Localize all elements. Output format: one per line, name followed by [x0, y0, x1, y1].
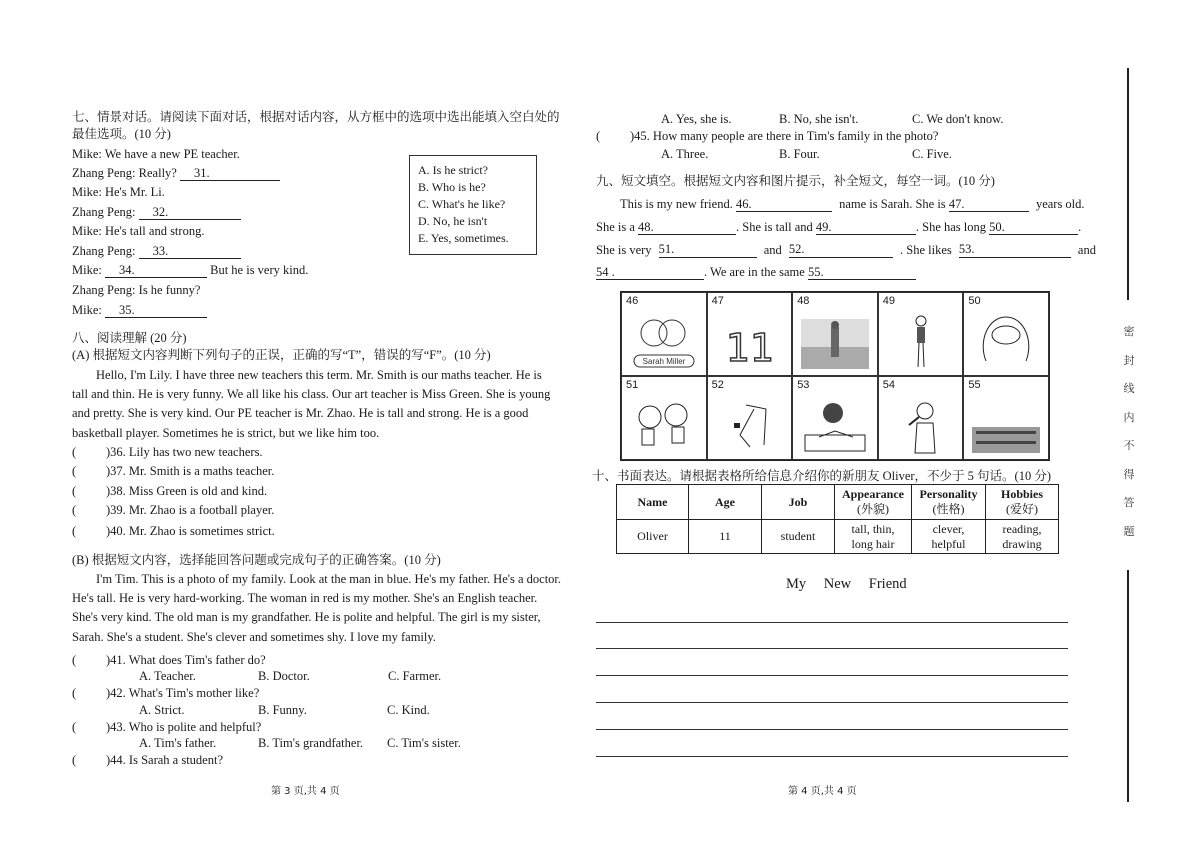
dialogue-line: Mike: He's Mr. Li. [72, 185, 165, 199]
paren-close: ) [106, 653, 111, 667]
choice-c: C. We don't know. [912, 112, 1004, 126]
cloze-line [596, 242, 1096, 258]
header-name: Name [617, 485, 689, 520]
dialogue-text: But he is very kind. [210, 263, 309, 277]
dialogue-line: Zhang Peng: Is he funny? [72, 283, 201, 297]
question-text: 42. What's Tim's mother like? [110, 686, 260, 700]
blank-47[interactable]: 47. [949, 197, 1029, 212]
question-38 [72, 483, 267, 499]
binding-char: 内 [1123, 410, 1135, 424]
picture-51 [621, 376, 707, 460]
number-eleven-illustration [716, 311, 784, 371]
binding-line-top [1127, 68, 1129, 300]
dialogue-line [72, 204, 241, 220]
helping-illustration [716, 395, 784, 455]
blank-55[interactable]: 55. [808, 265, 916, 280]
binding-char: 答 [1123, 496, 1135, 509]
answer-paren[interactable]: ( [72, 686, 77, 700]
cell-line: tall, thin, [851, 521, 895, 536]
header-label-cn: (爱好) [1006, 502, 1038, 516]
blank-32[interactable]: 32. [139, 205, 241, 220]
part-b-title: (B) 根据短文内容，选择能回答问题或完成句子的正确答案。(10 分) [72, 553, 441, 567]
passage-line: She's very kind. The old man is my grandfather. He is polite and helpful. The girl is my sister, [72, 610, 541, 624]
binding-char: 题 [1123, 524, 1135, 538]
blank-54[interactable]: 54 . [596, 265, 704, 280]
blank-48[interactable]: 48. [638, 220, 736, 235]
binding-char: 封 [1123, 353, 1135, 367]
question-43 [72, 719, 261, 735]
cell-line: reading, [1002, 521, 1042, 536]
section9-title: 九、短文填空。根据短文内容和图片提示，补全短文，每空一词。(10 分) [596, 174, 995, 188]
choice-c: C. Farmer. [388, 669, 442, 683]
option: C. What's he like? [418, 197, 506, 211]
writing-line[interactable] [596, 702, 1068, 703]
choice-c: C. Kind. [387, 703, 430, 717]
dialogue-line: Mike: He's tall and strong. [72, 224, 205, 238]
cell-job: student [762, 520, 835, 554]
header-personality [912, 485, 986, 520]
choice-a: A. Tim's father. [139, 736, 217, 750]
cell-hobbies [986, 520, 1059, 554]
cloze-text: . She is tall and [736, 220, 813, 234]
option: A. Is he strict? [418, 163, 488, 177]
dialogue-line: Mike: We have a new PE teacher. [72, 147, 240, 161]
passage-line: basketball player. Sometimes he is strict, but we like him too. [72, 426, 380, 440]
picture-50 [963, 292, 1049, 376]
cloze-text: . She has long [915, 220, 987, 234]
choice-a: A. Strict. [139, 703, 185, 717]
writing-line[interactable] [596, 756, 1068, 757]
blank-49[interactable]: 49. [816, 220, 916, 235]
binding-char: 线 [1123, 382, 1135, 395]
picture-number: 54 [882, 379, 896, 391]
cloze-text: . She likes [900, 243, 952, 257]
question-40 [72, 523, 275, 539]
blank-31[interactable]: 31. [180, 166, 280, 181]
paren-close: ) [106, 484, 111, 498]
dialogue-line [72, 302, 207, 318]
oliver-info-table [616, 484, 1059, 554]
option: B. Who is he? [418, 180, 486, 194]
page-number-left: 第 3 页,共 4 页 [271, 786, 340, 797]
question-44 [72, 752, 223, 768]
paren-close: ) [106, 524, 111, 538]
cloze-text: This is my new friend. [620, 197, 733, 211]
answer-paren[interactable]: ( [72, 753, 77, 767]
picture-grid [620, 291, 1050, 461]
name-card-caption: Sarah Miller [642, 357, 686, 366]
passage-line: tall and thin. He is very funny. We all like his class. Our art teacher is Miss Green. She is young [72, 387, 551, 401]
picture-number: 46 [626, 295, 639, 307]
question-45 [596, 128, 938, 144]
cell-line: helpful [931, 536, 966, 551]
essay-title: My New Friend [786, 576, 907, 592]
two-kids-illustration [630, 395, 698, 455]
answer-paren[interactable]: ( [596, 129, 601, 143]
picture-number: 53 [797, 379, 810, 391]
binding-char: 不 [1123, 439, 1135, 452]
picture-49 [878, 292, 964, 376]
question-text: 43. Who is polite and helpful? [110, 720, 262, 734]
choice-b: B. No, she isn't. [779, 112, 859, 126]
answer-paren[interactable]: ( [72, 720, 77, 734]
blank-35[interactable]: 35. [105, 303, 207, 318]
blank-46[interactable]: 46. [736, 197, 832, 212]
question-36 [72, 444, 263, 460]
picture-47 [707, 292, 793, 376]
header-hobbies [986, 485, 1059, 520]
picture-number: 48 [797, 295, 810, 307]
blank-50[interactable]: 50. [989, 220, 1078, 235]
picture-52 [707, 376, 793, 460]
question-42 [72, 685, 259, 701]
picture-54 [878, 376, 964, 460]
question-41 [72, 652, 266, 668]
part-a-title: (A) 根据短文内容判断下列句子的正误，正确的写“T”，错误的写“F”。(10 分) [72, 348, 491, 362]
cell-line: long hair [851, 536, 895, 551]
header-appearance [835, 485, 912, 520]
cloze-line [596, 196, 1085, 212]
passage-line: Hello, I'm Lily. I have three new teachers this term. Mr. Smith is our maths teacher. He is [96, 368, 542, 382]
choice-c: C. Five. [912, 147, 952, 161]
answer-paren[interactable]: ( [72, 484, 77, 498]
paren-close: ) [106, 720, 111, 734]
blank-51[interactable]: 51. [659, 242, 757, 258]
table-header-row [617, 485, 1059, 520]
picture-number: 50 [968, 295, 981, 307]
section10-title: 十、书面表达。请根据表格所给信息介绍你的新朋友 Oliver，不少于 5 句话。(10 分) [592, 469, 1052, 483]
picture-number: 51 [626, 379, 639, 391]
header-label: Appearance [842, 487, 904, 501]
table-row [617, 520, 1059, 554]
dialogue-text: Zhang Peng: Really? [72, 166, 177, 180]
cloze-text: She is very [596, 243, 652, 257]
dialogue-speaker: Mike: [72, 303, 102, 317]
picture-number: 47 [711, 295, 724, 307]
long-hair-illustration [972, 311, 1040, 371]
blank-52[interactable]: 52. [789, 242, 893, 258]
singing-girl-illustration [887, 395, 955, 455]
question-text: 41. What does Tim's father do? [110, 653, 266, 667]
answer-paren[interactable]: ( [72, 445, 77, 459]
choice-b: B. Four. [779, 147, 820, 161]
binding-line-bottom [1127, 570, 1129, 802]
passage-line: He's tall. He is very hard-working. The woman in red is my mother. She's an English teacher. [72, 591, 538, 605]
student-walking-illustration [801, 311, 869, 371]
section7-title: 七、情景对话。请阅读下面对话，根据对话内容，从方框中的选项中选出能填入空白处的 [72, 110, 560, 124]
picture-53 [792, 376, 878, 460]
picture-number: 55 [968, 379, 981, 391]
binding-notice [1119, 318, 1139, 546]
header-job: Job [762, 485, 835, 520]
passage-line: I'm Tim. This is a photo of my family. Look at the man in blue. He's my father. He's a doctor. [96, 572, 562, 586]
section8-title: 八、阅读理解 (20 分) [72, 331, 187, 345]
option: D. No, he isn't [418, 214, 488, 228]
question-text: 39. Mr. Zhao is a football player. [110, 503, 275, 517]
passage-line: and pretty. She is very kind. Our PE teacher is Mr. Zhao. He is tall and strong. He is a good [72, 406, 529, 420]
header-label: Personality [919, 487, 978, 501]
picture-48 [792, 292, 878, 376]
tall-girl-illustration [887, 311, 955, 371]
paren-close: ) [106, 686, 111, 700]
classroom-illustration [972, 395, 1040, 455]
cloze-line [596, 264, 916, 280]
name-card-illustration [630, 311, 698, 371]
reading-girl-illustration [801, 395, 869, 455]
picture-number: 49 [882, 295, 896, 307]
choice-a: A. Teacher. [139, 669, 196, 683]
blank-53[interactable]: 53. [959, 242, 1071, 258]
choice-b: B. Tim's grandfather. [258, 736, 364, 750]
cell-line: drawing [1002, 536, 1042, 551]
choice-c: C. Tim's sister. [387, 736, 461, 750]
question-37 [72, 463, 274, 479]
writing-line[interactable] [596, 622, 1068, 623]
paren-close: ) [106, 503, 111, 517]
dialogue-speaker: Zhang Peng: [72, 244, 136, 258]
writing-line[interactable] [596, 729, 1068, 730]
cloze-text: . We are in the same [704, 265, 805, 279]
question-39 [72, 502, 274, 518]
question-text: 36. Lily has two new teachers. [110, 445, 263, 459]
question-text: 37. Mr. Smith is a maths teacher. [110, 464, 275, 478]
binding-char: 得 [1123, 467, 1135, 481]
dialogue-line [72, 262, 308, 278]
cloze-text: . [1078, 220, 1082, 234]
paren-close: ) [106, 445, 111, 459]
passage-line: Sarah. She's a student. She's clever and sometimes shy. I love my family. [72, 630, 436, 644]
number-eleven: 11 [725, 326, 774, 370]
cloze-text: years old. [1035, 197, 1085, 211]
choice-a: A. Yes, she is. [661, 112, 732, 126]
cloze-text: and [763, 243, 782, 257]
dialogue-speaker: Zhang Peng: [72, 205, 136, 219]
paren-close: ) [106, 753, 111, 767]
choice-b: B. Doctor. [258, 669, 310, 683]
cloze-text: name is Sarah. She is [839, 197, 946, 211]
answer-paren[interactable]: ( [72, 503, 77, 517]
cell-personality [912, 520, 986, 554]
cloze-text: She is a [596, 220, 635, 234]
cell-line: clever, [932, 521, 965, 536]
question-text: 44. Is Sarah a student? [110, 753, 223, 767]
header-label: Hobbies [1000, 487, 1043, 501]
binding-char: 密 [1123, 325, 1135, 338]
page-number-right: 第 4 页,共 4 页 [788, 786, 857, 797]
option: E. Yes, sometimes. [418, 231, 509, 245]
answer-paren[interactable]: ( [72, 653, 77, 667]
cloze-line [596, 219, 1081, 235]
blank-34[interactable]: 34. [105, 263, 207, 278]
blank-33[interactable]: 33. [139, 244, 241, 259]
choice-a: A. Three. [661, 147, 709, 161]
choice-b: B. Funny. [258, 703, 307, 717]
header-label-cn: (性格) [932, 502, 965, 516]
writing-line[interactable] [596, 648, 1068, 649]
answer-paren[interactable]: ( [72, 524, 77, 538]
question-text: 45. How many people are there in Tim's family in the photo? [634, 129, 939, 143]
section7-title-cont: 最佳选项。(10 分) [72, 127, 171, 141]
header-label-cn: (外貌) [857, 502, 889, 516]
paren-close: ) [630, 129, 635, 143]
cell-age: 11 [689, 520, 762, 554]
dialogue-line [72, 165, 280, 181]
dialogue-speaker: Mike: [72, 263, 102, 277]
dialogue-line [72, 243, 241, 259]
cloze-text: and [1077, 243, 1096, 257]
question-text: 38. Miss Green is old and kind. [110, 484, 268, 498]
answer-paren[interactable]: ( [72, 464, 77, 478]
paren-close: ) [106, 464, 111, 478]
picture-55 [963, 376, 1049, 460]
question-text: 40. Mr. Zhao is sometimes strict. [110, 524, 275, 538]
cell-appearance [835, 520, 912, 554]
picture-46 [621, 292, 707, 376]
header-age: Age [689, 485, 762, 520]
writing-line[interactable] [596, 675, 1068, 676]
picture-number: 52 [711, 379, 724, 391]
options-box [409, 155, 537, 255]
cell-name: Oliver [617, 520, 689, 554]
